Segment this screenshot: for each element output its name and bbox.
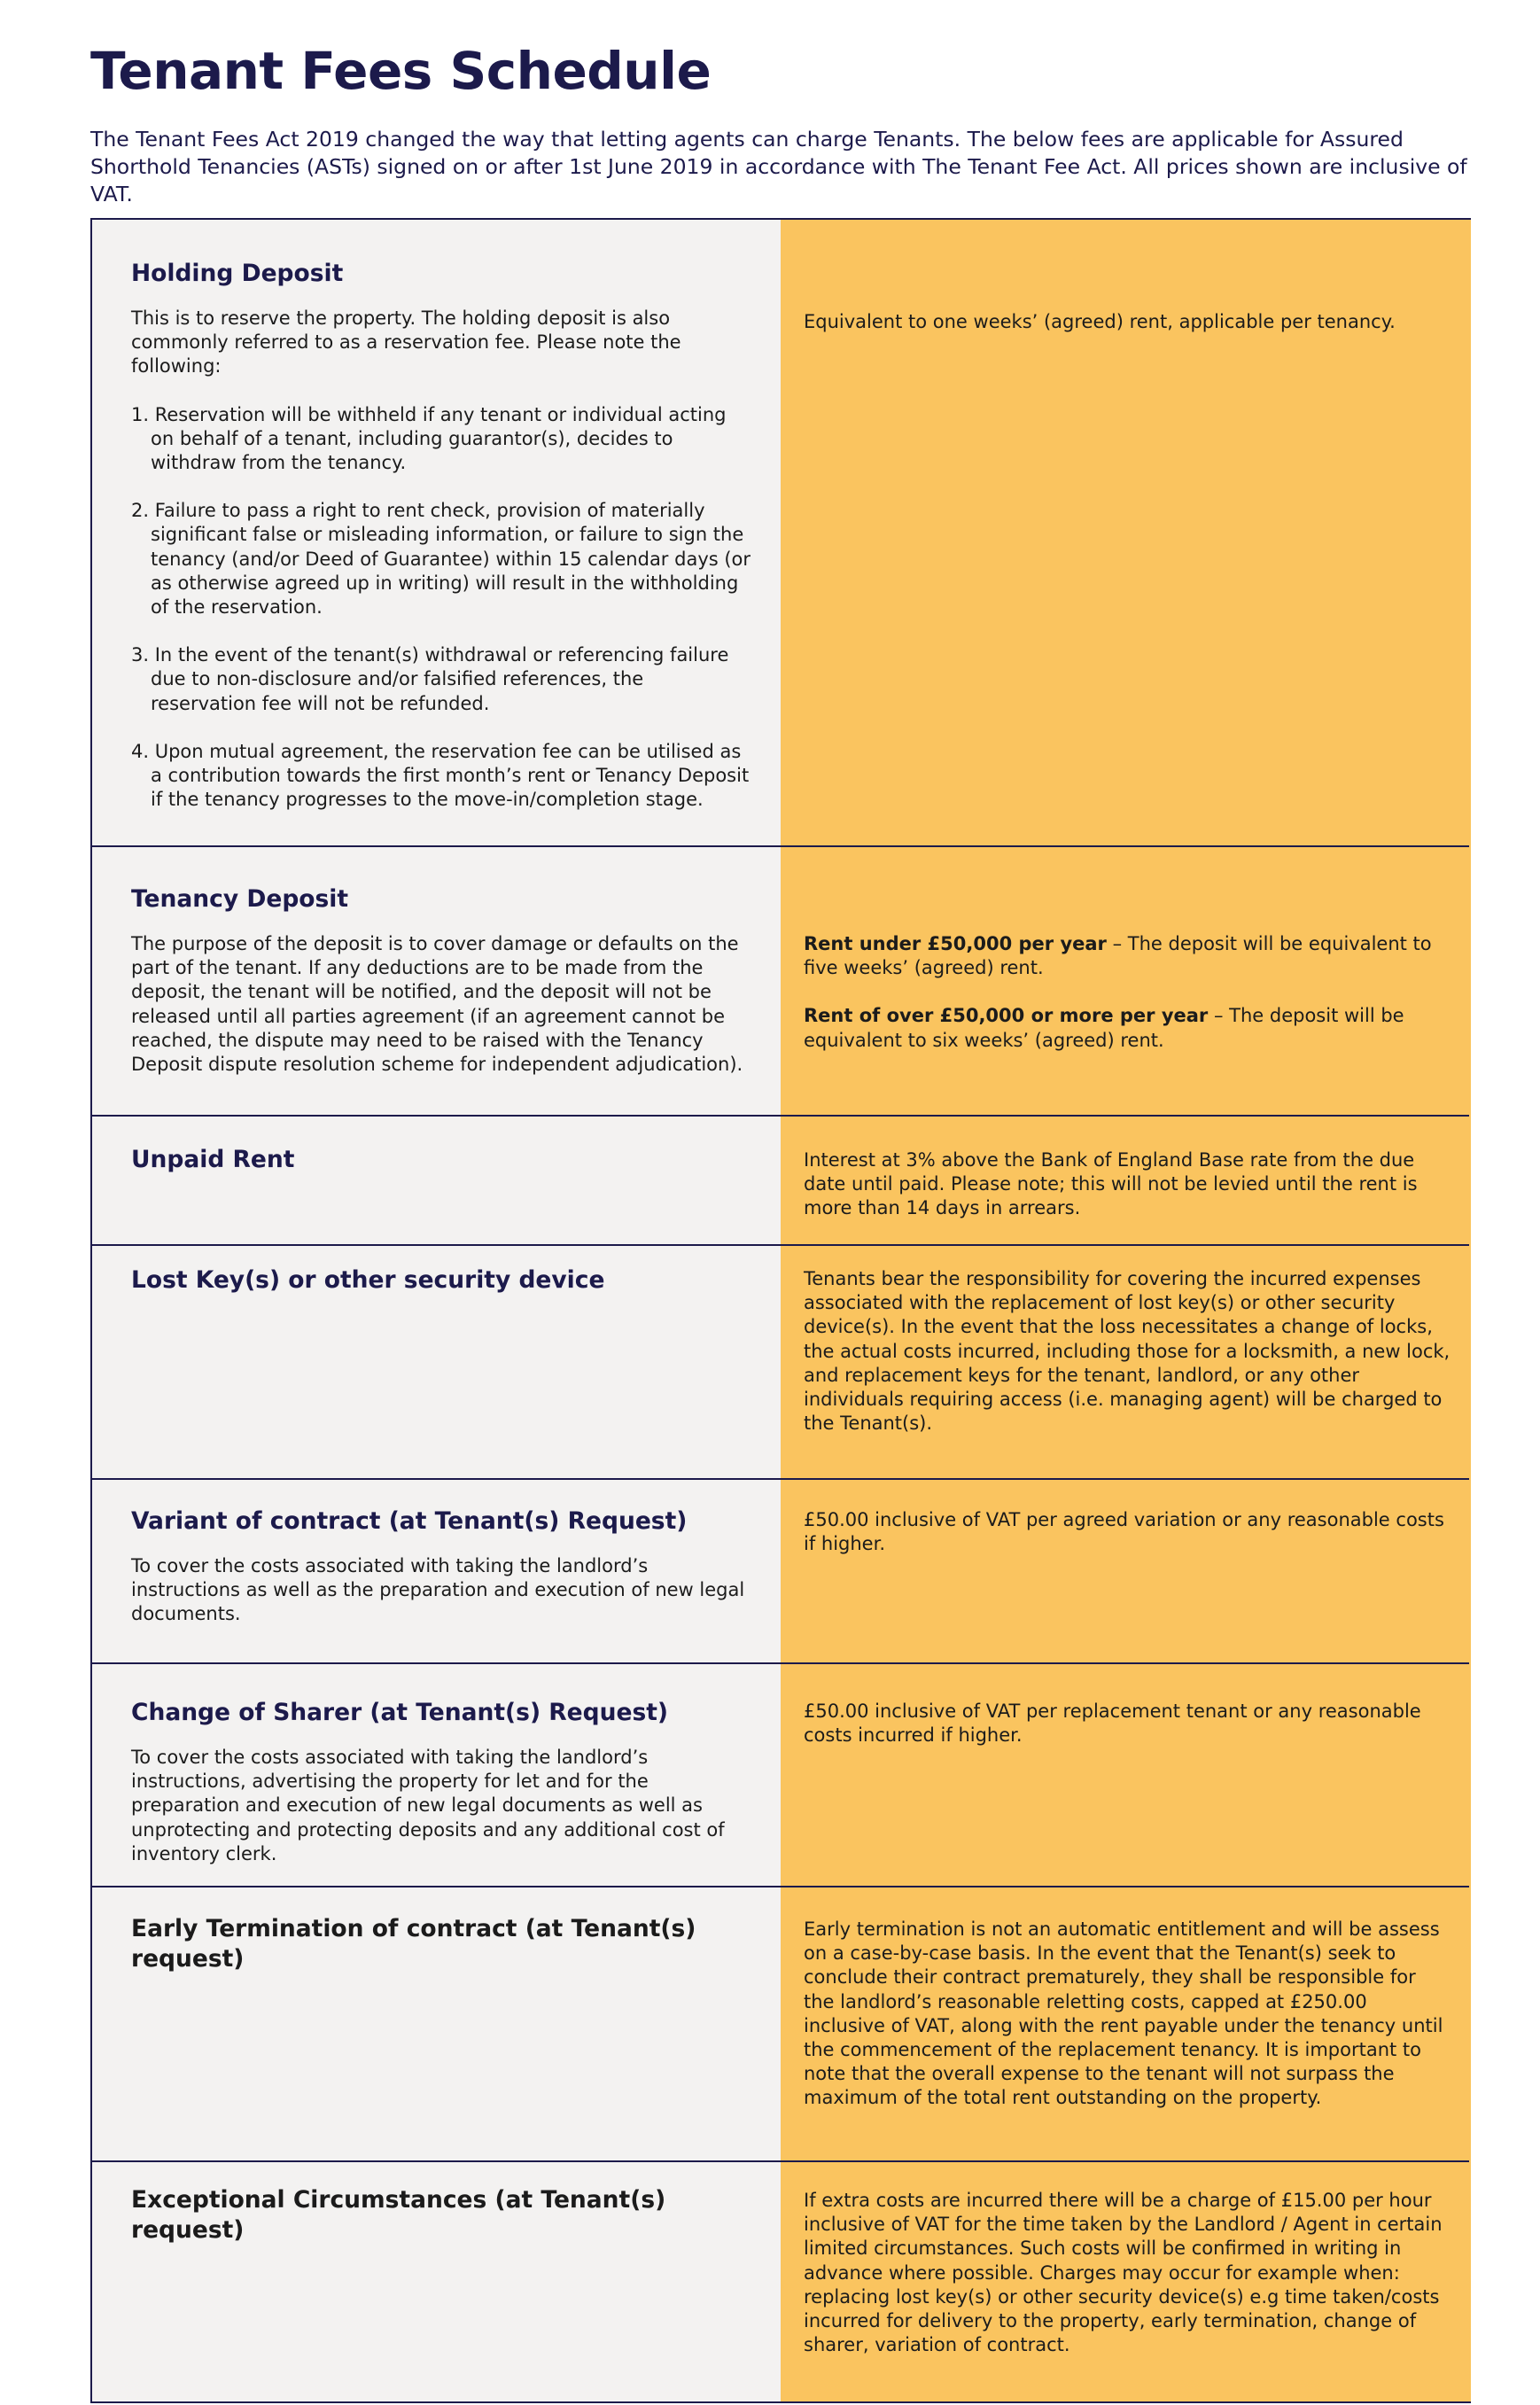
- fee-description: To cover the costs associated with taking the landlord’s instructions, advertising the property for let and for the preparation and execution of new legal documents as well as unprotecting and protecting deposits and any additional cost of inventory clerk.: [131, 1747, 725, 1864]
- fee-row-exceptional-circumstances: [92, 2160, 1469, 2403]
- fee-title: Holding Deposit: [131, 260, 344, 287]
- fee-row-tenancy-deposit: [92, 845, 1469, 1117]
- fee-charge-over-50k: [804, 1004, 1451, 1052]
- charge-label: Rent under £50,000 per year: [804, 933, 1107, 954]
- fee-row-holding-deposit: [92, 220, 1469, 845]
- fee-charge: £50.00 inclusive of VAT per agreed variation or any reasonable costs if higher.: [804, 1509, 1444, 1555]
- fee-row-early-termination: [92, 1886, 1469, 2162]
- page-title: Tenant Fees Schedule: [90, 41, 712, 101]
- fee-title: Unpaid Rent: [131, 1146, 295, 1173]
- fee-title: Early Termination of contract (at Tenant(s) request): [131, 1915, 696, 1973]
- fee-row-lost-keys: [92, 1244, 1469, 1480]
- intro-paragraph: The Tenant Fees Act 2019 changed the way that letting agents can charge Tenants. The below fees are applicable for Assured Shorthold Tenancies (ASTs) signed on or after 1st June 2019 in accordance with The Tenant Fee Act. All prices shown are inclusive of VAT.: [90, 127, 1467, 206]
- fee-charge: Early termination is not an automatic entitlement and will be assess on a case-by-case basis. In the event that the Tenant(s) seek to conclude their contract prematurely, they shall be responsible for the landlord’s reasonable reletting costs, capped at £250.00 inclusive of VAT, along with the rent payable under the tenancy until the commencement of the replacement tenancy. It is important to note that the overall expense to the tenant will not surpass the maximum of the total rent outstanding on the property.: [804, 1919, 1443, 2109]
- list-item: 4. Upon mutual agreement, the reservation fee can be utilised as a contribution towards the first month’s rent or Tenancy Deposit if the tenancy progresses to the move-in/completion stage.: [131, 740, 750, 811]
- fee-row-unpaid-rent: [92, 1115, 1469, 1246]
- fee-charge: Equivalent to one weeks’ (agreed) rent, applicable per tenancy.: [804, 311, 1396, 332]
- list-item: 2. Failure to pass a right to rent check, provision of materially significant false or misleading information, or failure to sign the tenancy (and/or Deed of Guarantee) within 15 calendar days (or as otherwise agreed up in writing) will result in the withholding of the reservation.: [131, 500, 751, 619]
- fee-charge: Interest at 3% above the Bank of England Base rate from the due date until paid. Please note; this will not be levied until the rent is more than 14 days in arrears.: [804, 1149, 1418, 1219]
- charge-text: – The deposit will be equivalent to six weeks’ (agreed) rent.: [804, 1005, 1404, 1051]
- list-item: 1. Reservation will be withheld if any tenant or individual acting on behalf of a tenant, including guarantor(s), decides to withdraw from the tenancy.: [131, 403, 727, 474]
- fee-description: To cover the costs associated with taking the landlord’s instructions as well as the preparation and execution of new legal documents.: [131, 1555, 745, 1625]
- fee-charge: £50.00 inclusive of VAT per replacement tenant or any reasonable costs incurred if higher.: [804, 1701, 1421, 1747]
- fee-title: Exceptional Circumstances (at Tenant(s) request): [131, 2186, 666, 2244]
- fees-table: [90, 218, 1471, 2403]
- fee-row-variant-contract: [92, 1478, 1469, 1664]
- charge-label: Rent of over £50,000 or more per year: [804, 1005, 1209, 1027]
- list-item: 3. In the event of the tenant(s) withdrawal or referencing failure due to non-disclosure and/or falsified references, the reservation fee will not be refunded.: [131, 644, 729, 714]
- fee-title: Change of Sharer (at Tenant(s) Request): [131, 1699, 669, 1726]
- fee-row-change-of-sharer: [92, 1662, 1469, 1887]
- fee-description: The purpose of the deposit is to cover damage or defaults on the part of the tenant. If any deductions are to be made from the deposit, the tenant will be notified, and the deposit will not be released until all parties agreement (if an agreement cannot be reached, the dispute may need to be raised with the Tenancy Deposit dispute resolution scheme for independent adjudication).: [131, 933, 743, 1076]
- fee-charge-under-50k: [804, 932, 1451, 980]
- fee-title: Variant of contract (at Tenant(s) Request): [131, 1507, 688, 1535]
- fee-description: This is to reserve the property. The holding deposit is also commonly referred to as a reservation fee. Please note the following:: [131, 307, 681, 377]
- fee-title: Lost Key(s) or other security device: [131, 1266, 605, 1294]
- fee-charge: If extra costs are incurred there will be a charge of £15.00 per hour inclusive of VAT for the time taken by the Landlord / Agent in certain limited circumstances. Such costs will be confirmed in writing in advance where possible. Charges may occur for example when: replacing lost key(s) or other security device(s) e.g time taken/costs incurred for delivery to the property, early termination, change of sharer, variation of contract.: [804, 2190, 1443, 2356]
- fee-title: Tenancy Deposit: [131, 885, 349, 913]
- holding-deposit-conditions: [131, 403, 751, 813]
- charge-text: – The deposit will be equivalent to five weeks’ (agreed) rent.: [804, 933, 1432, 979]
- fee-charge: Tenants bear the responsibility for covering the incurred expenses associated with the replacement of lost key(s) or other security device(s). In the event that the loss necessitates a change of locks, the actual costs incurred, including those for a locksmith, a new lock, and replacement keys for the tenant, landlord, or any other individuals requiring access (i.e. managing agent) will be charged to the Tenant(s).: [804, 1268, 1451, 1435]
